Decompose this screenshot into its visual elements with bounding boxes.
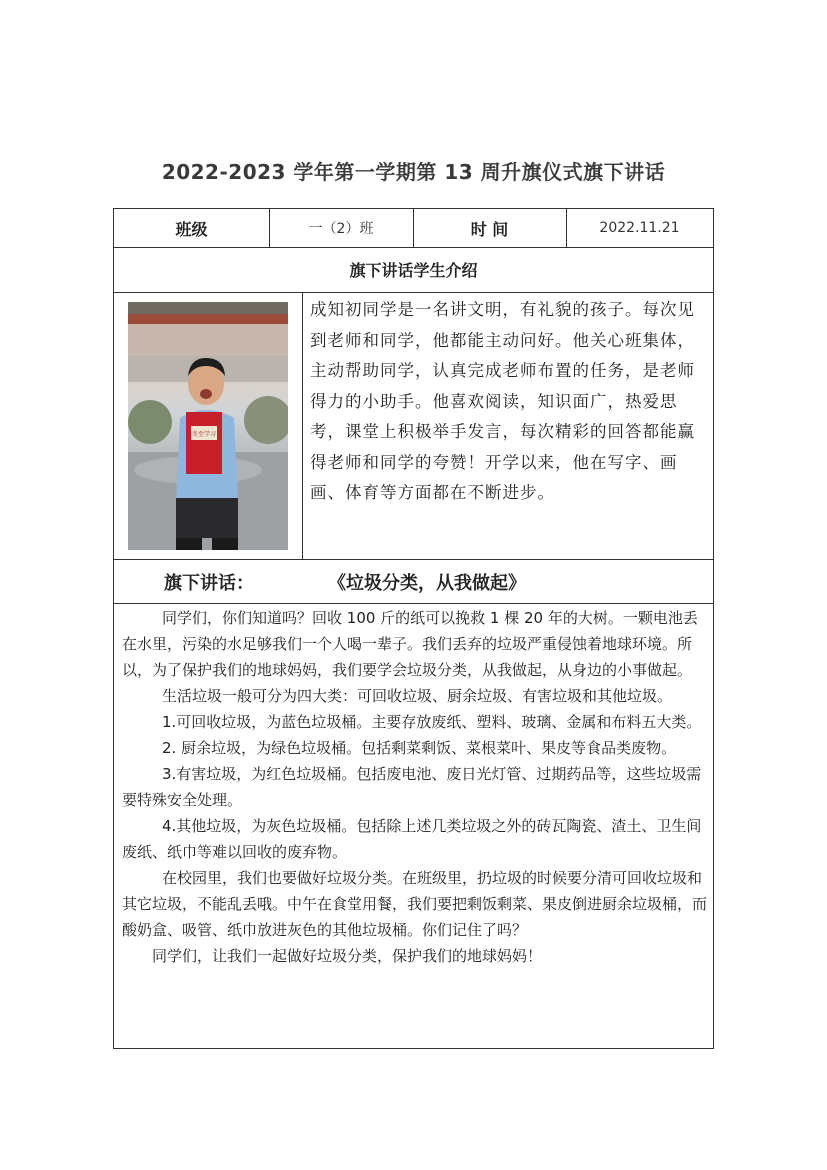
row-divider xyxy=(114,559,713,560)
speech-body xyxy=(122,605,710,969)
student-photo xyxy=(128,302,288,550)
student-photo-illustration xyxy=(128,302,288,550)
speech-paragraph: 1.可回收垃圾，为蓝色垃圾桶。主要存放废纸、塑料、玻璃、金属和布料五大类。 xyxy=(162,713,702,731)
time-label: 时 间 xyxy=(470,219,509,239)
speech-paragraph: 生活垃圾一般可分为四大类：可回收垃圾、厨余垃圾、有害垃圾和其他垃圾。 xyxy=(162,687,673,705)
document-title: 2022-2023 学年第一学期第 13 周升旗仪式旗下讲话 xyxy=(161,160,666,184)
speech-table xyxy=(113,208,714,1049)
speech-paragraph: 在校园里，我们也要做好垃圾分类。在班级里，扔垃圾的时候要分清可回收垃圾和其它垃圾，不能乱丢哦。中午在食堂用餐，我们要把剩饭剩菜、果皮倒进厨余垃圾桶，而酸奶盒、吸管、纸巾放进灰色的其他垃圾桶。你们记住了吗？ xyxy=(122,869,708,939)
intro-heading: 旗下讲话学生介绍 xyxy=(349,261,478,280)
row-divider xyxy=(114,292,713,293)
row-divider xyxy=(114,603,713,604)
speech-paragraph: 同学们，你们知道吗？回收 100 斤的纸可以挽救 1 棵 20 年的大树。一颗电池丢在水里，污染的水足够我们一个人喝一辈子。我们丢弃的垃圾严重侵蚀着地球环境。所以，为了保护我们的地球妈妈，我们要学会垃圾分类，从我做起，从身边的小事做起。 xyxy=(122,609,698,679)
speech-label: 旗下讲话： xyxy=(164,573,254,594)
col-divider xyxy=(302,292,303,559)
speech-paragraph: 2. 厨余垃圾，为绿色垃圾桶。包括剩菜剩饭、菜根菜叶、果皮等食品类废物。 xyxy=(162,739,677,757)
time-value: 2022.11.21 xyxy=(599,220,680,236)
speech-topic: 《垃圾分类，从我做起》 xyxy=(328,573,526,594)
speech-paragraph: 同学们，让我们一起做好垃圾分类，保护我们的地球妈妈！ xyxy=(152,947,543,965)
class-value: 一（2）班 xyxy=(308,221,374,237)
student-bio: 成知初同学是一名讲文明，有礼貌的孩子。每次见到老师和同学，他都能主动问好。他关心班集体，主动帮助同学，认真完成老师布置的任务，是老师得力的小助手。他喜欢阅读，知识面广，热爱思考，课堂上积极举手发言，每次精彩的回答都能赢得老师和同学的夸赞！开学以来，他在写字、画画、体育等方面都在不断进步。 xyxy=(310,300,695,502)
speech-paragraph: 4.其他垃圾，为灰色垃圾桶。包括除上述几类垃圾之外的砖瓦陶瓷、渣土、卫生间废纸、纸巾等难以回收的废弃物。 xyxy=(122,817,702,861)
sign-text: 冬至学习 xyxy=(191,431,217,438)
speech-paragraph: 3.有害垃圾，为红色垃圾桶。包括废电池、废日光灯管、过期药品等，这些垃圾需要特殊安全处理。 xyxy=(122,765,702,809)
class-label: 班级 xyxy=(175,219,208,239)
